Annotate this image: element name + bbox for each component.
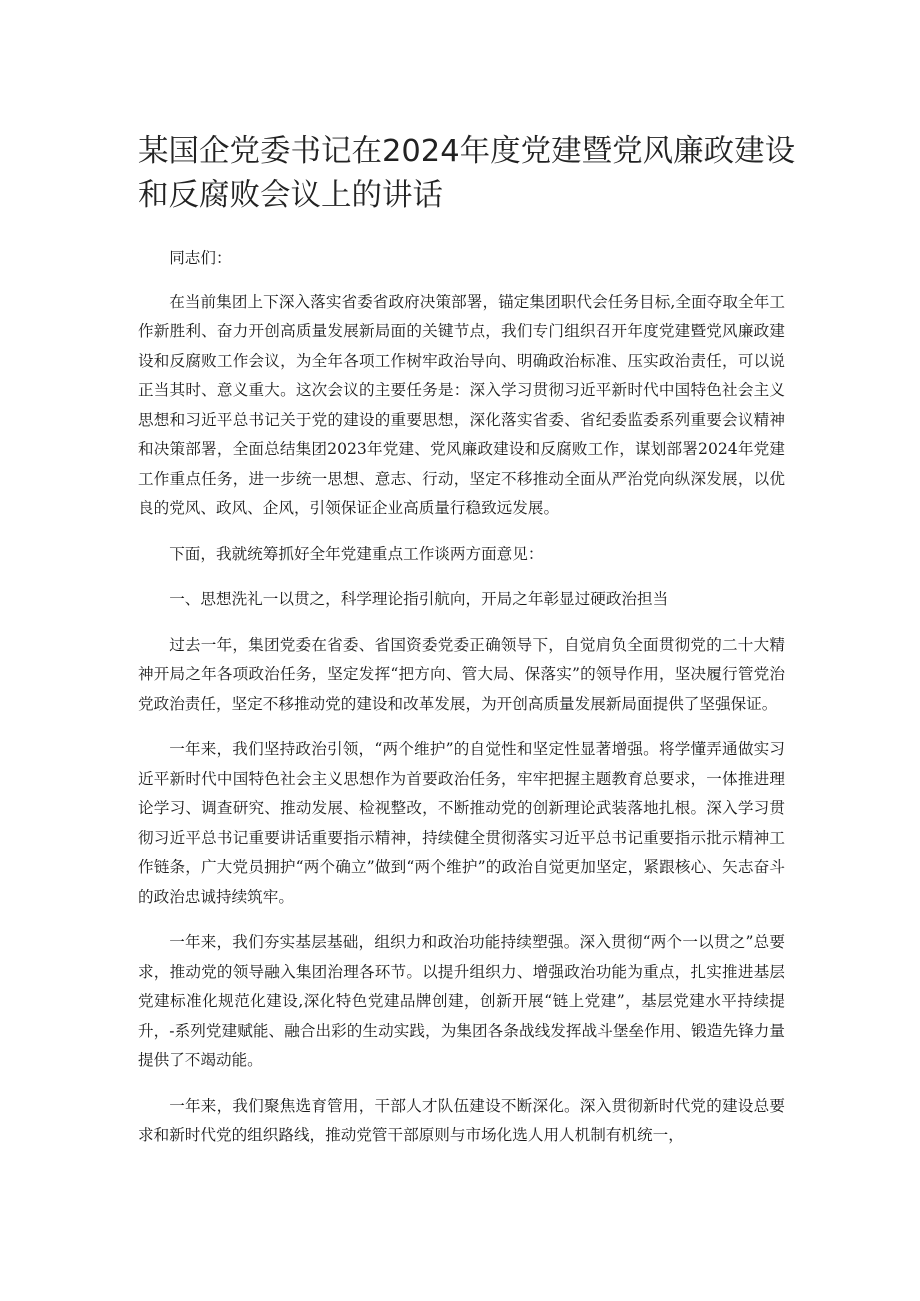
paragraph-cadres: 一年来，我们聚焦选育管用，干部人才队伍建设不断深化。深入贯彻新时代党的建设总要求和新时代党的组织路线，推动党管干部原则与市场化选人用人机制有机统一， [138, 1096, 785, 1144]
document-body [138, 244, 785, 1167]
paragraph-grassroots: 一年来，我们夯实基层基础，组织力和政治功能持续塑强。深入贯彻“两个一以贯之”总要求，推动党的领导融入集团治理各环节。以提升组织力、增强政治功能为重点，扎实推进基层党建标准化规范化建设,深化特色党建品牌创建，创新开展“链上党建”，基层党建水平持续提升，-系列党建赋能、融合出彩的生动实践，为集团各条战线发挥战斗堡垒作用、锻造先锋力量提供了不竭动能。 [138, 933, 785, 1069]
paragraph-intro: 在当前集团上下深入落实省委省政府决策部署，锚定集团职代会任务目标,全面夺取全年工作新胜利、奋力开创高质量发展新局面的关键节点，我们专门组织召开年度党建暨党风廉政建设和反腐败工作会议，为全年各项工作树牢政治导向、明确政治标准、压实政治责任，可以说正当其时、意义重大。这次会议的主要任务是：深入学习贯彻习近平新时代中国特色社会主义思想和习近平总书记关于党的建设的重要思想，深化落实省委、省纪委监委系列重要会议精神和决策部署，全面总结集团2023年党建、党风廉政建设和反腐败工作，谋划部署2024年党建工作重点任务，进一步统一思想、意志、行动，坚定不移推动全面从严治党向纵深发展，以优良的党风、政风、企风，引领保证企业高质量行稳致远发展。 [138, 292, 785, 517]
document-title: 某国企党委书记在2024年度党建暨党风廉政建设和反腐败会议上的讲话 [138, 134, 796, 213]
paragraph-outline: 下面，我就统筹抓好全年党建重点工作谈两方面意见： [169, 544, 544, 563]
section-heading-1: 一、思想洗礼一以贯之，科学理论指引航向，开局之年彰显过硬政治担当 [169, 590, 669, 608]
paragraph-political-guidance: 一年来，我们坚持政治引领，“两个维护”的自觉性和坚定性显著增强。将学懂弄通做实习近平新时代中国特色社会主义思想作为首要政治任务，牢牢把握主题教育总要求，一体推进理论学习、调查研究、推动发展、检视整改，不断推动党的创新理论武装落地扎根。深入学习贯彻习近平总书记重要讲话重要指示精神，持续健全贯彻落实习近平总书记重要指示批示精神工作链条，广大党员拥护“两个确立”做到“两个维护”的政治自觉更加坚定，紧跟核心、矢志奋斗的政治忠诚持续筑牢。 [138, 740, 785, 906]
paragraph-past-year: 过去一年，集团党委在省委、省国资委党委正确领导下，自觉肩负全面贯彻党的二十大精神开局之年各项政治任务，坚定发挥“把方向、管大局、保落实”的领导作用，坚决履行管党治党政治责任，坚定不移推动党的建设和改革发展，为开创高质量发展新局面提供了坚强保证。 [138, 635, 785, 713]
salutation: 同志们： [169, 249, 232, 267]
